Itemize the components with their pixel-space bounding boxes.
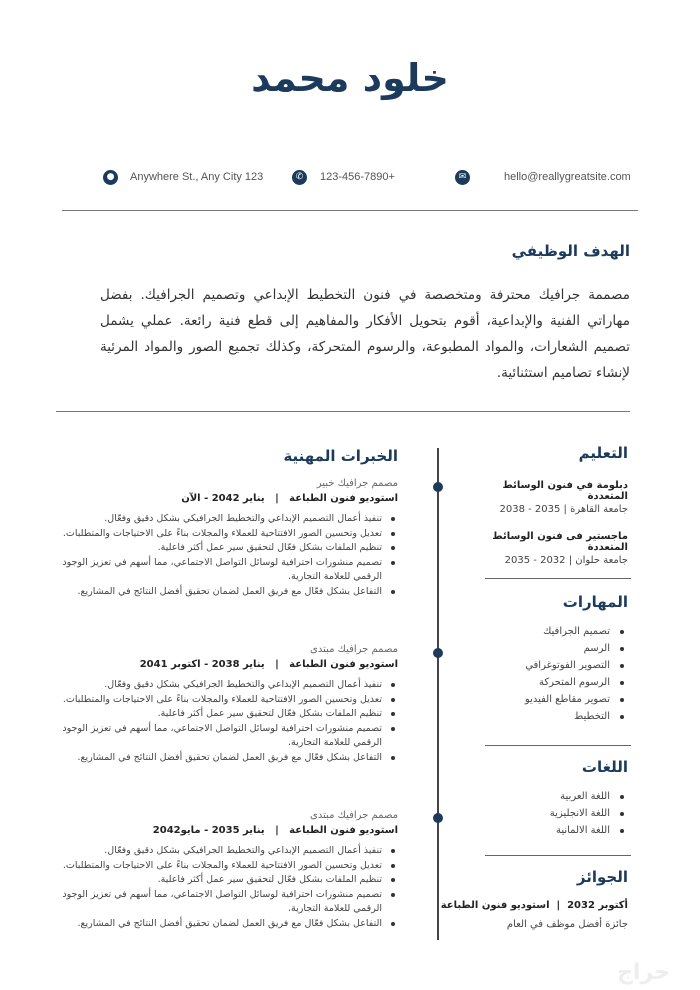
- skills-section: [483, 593, 628, 725]
- education-item: [483, 480, 628, 515]
- email-text: hello@reallygreatsite.com: [504, 171, 631, 183]
- contact-email: [455, 164, 631, 190]
- section-divider: [485, 578, 631, 579]
- section-divider: [485, 745, 631, 746]
- job-entry: [53, 644, 398, 765]
- languages-section: [483, 758, 628, 839]
- job-entry: [53, 810, 398, 931]
- language-item: اللغة الالمانية: [483, 822, 628, 839]
- location-pin-icon: ●: [103, 170, 118, 185]
- education-section: [483, 444, 628, 566]
- job-bullet: تعديل وتحسين الصور الافتتاحية للعملاء والمجلات بناءً على الاحتياجات والمتطلبات.: [53, 859, 398, 874]
- job-meta: استوديو فنون الطباعة | يناير 2035 - مايو2042: [152, 825, 398, 836]
- phone-text: 123-456-7890+: [320, 171, 395, 183]
- job-meta: استوديو فنون الطباعة | يناير 2042 - الآن: [181, 493, 398, 504]
- contact-address: [103, 164, 263, 190]
- watermark-logo: حراج: [617, 960, 670, 985]
- languages-heading: اللغات: [581, 758, 628, 776]
- job-period: يناير 2042 - الآن: [181, 493, 265, 504]
- skills-list: [483, 623, 628, 725]
- job-bullet: تصميم منشورات احترافية لوسائل التواصل الاجتماعي، مما أسهم في تعزيز الوجود الرقمي للعلامة التجارية.: [53, 888, 398, 917]
- skill-item: الرسوم المتحركة: [483, 674, 628, 691]
- award-description: جائزة أفضل موظف في العام: [506, 919, 628, 930]
- job-bullet: تنظيم الملفات بشكل فعّال لتحقيق سير عمل أكثر فاعلية.: [53, 541, 398, 556]
- job-bullet: تعديل وتحسين الصور الافتتاحية للعملاء والمجلات بناءً على الاحتياجات والمتطلبات.: [53, 693, 398, 708]
- education-detail: جامعة القاهرة | 2035 - 2038: [499, 504, 628, 515]
- job-bullet: تنفيذ أعمال التصميم الإبداعي والتخطيط الجرافيكي بشكل دقيق وفعّال.: [53, 844, 398, 859]
- phone-icon: ✆: [292, 170, 307, 185]
- objective-heading: الهدف الوظيفي: [511, 242, 630, 260]
- objective-divider: [56, 411, 630, 412]
- job-bullet: تنفيذ أعمال التصميم الإبداعي والتخطيط الجرافيكي بشكل دقيق وفعّال.: [53, 512, 398, 527]
- awards-heading: الجوائز: [576, 868, 628, 886]
- candidate-name: خلود محمد: [251, 56, 449, 100]
- language-item: اللغة الانجليزية: [483, 805, 628, 822]
- education-degree: دبلومة في فنون الوسائط المتعددة: [502, 480, 628, 502]
- job-period: يناير 2035 - مايو2042: [152, 825, 265, 836]
- job-bullets: [53, 512, 398, 599]
- objective-text: مصممة جرافيك محترفة ومتخصصة في فنون التخطيط الإبداعي وتصميم الجرافيك. بفضل مهاراتي الفنية والإبداعية، أقوم بتحويل الأفكار والمفاهيم إلى قطع فنية رائعة. عملي يشمل تصميم الشعارات، والمواد المطبوعة، والرسوم المتحركة، وكذلك تجميع الصور والمواد المرئية لإنشاء تصاميم استثنائية.: [100, 287, 630, 381]
- job-bullet: تنفيذ أعمال التصميم الإبداعي والتخطيط الجرافيكي بشكل دقيق وفعّال.: [53, 678, 398, 693]
- job-entry: [53, 478, 398, 599]
- job-bullet: تصميم منشورات احترافية لوسائل التواصل الاجتماعي، مما أسهم في تعزيز الوجود الرقمي للعلامة التجارية.: [53, 556, 398, 585]
- skills-heading: المهارات: [562, 593, 628, 611]
- skill-item: تصوير مقاطع الفيديو: [483, 691, 628, 708]
- awards-section: [438, 868, 628, 930]
- job-bullet: تصميم منشورات احترافية لوسائل التواصل الاجتماعي، مما أسهم في تعزيز الوجود الرقمي للعلامة التجارية.: [53, 722, 398, 751]
- job-bullet: التفاعل بشكل فعّال مع فريق العمل لضمان تحقيق أفضل النتائج في المشاريع.: [53, 751, 398, 766]
- job-title: مصمم جرافيك مبتدى: [310, 810, 398, 821]
- contact-phone: [292, 164, 395, 190]
- job-bullet: تنظيم الملفات بشكل فعّال لتحقيق سير عمل أكثر فاعلية.: [53, 873, 398, 888]
- skill-item: تصميم الجرافيك: [483, 623, 628, 640]
- address-text: Anywhere St., Any City 123: [130, 171, 264, 183]
- job-bullets: [53, 844, 398, 931]
- job-bullet: تنظيم الملفات بشكل فعّال لتحقيق سير عمل أكثر فاعلية.: [53, 707, 398, 722]
- job-bullet: التفاعل بشكل فعّال مع فريق العمل لضمان تحقيق أفضل النتائج في المشاريع.: [53, 585, 398, 600]
- timeline-dot: [433, 813, 443, 823]
- education-heading: التعليم: [578, 444, 628, 462]
- job-bullet: التفاعل بشكل فعّال مع فريق العمل لضمان تحقيق أفضل النتائج في المشاريع.: [53, 917, 398, 932]
- language-item: اللغة العربية: [483, 788, 628, 805]
- award-line: أكتوبر 2032 | استوديو فنون الطباعة: [440, 900, 628, 911]
- timeline-dot: [433, 482, 443, 492]
- job-title: مصمم جرافيك خبير: [316, 478, 398, 489]
- skill-item: التصوير الفوتوغرافي: [483, 657, 628, 674]
- job-company: استوديو فنون الطباعة: [289, 825, 398, 836]
- languages-list: [483, 788, 628, 839]
- job-company: استوديو فنون الطباعة: [289, 659, 398, 670]
- job-period: يناير 2038 - اكتوبر 2041: [139, 659, 265, 670]
- job-title: مصمم جرافيك مبتدى: [310, 644, 398, 655]
- timeline-dot: [433, 648, 443, 658]
- job-bullets: [53, 678, 398, 765]
- skill-item: التخطيط: [483, 708, 628, 725]
- job-meta: استوديو فنون الطباعة | يناير 2038 - اكتوبر 2041: [139, 659, 398, 670]
- job-company: استوديو فنون الطباعة: [289, 493, 398, 504]
- job-bullet: تعديل وتحسين الصور الافتتاحية للعملاء والمجلات بناءً على الاحتياجات والمتطلبات.: [53, 527, 398, 542]
- header-divider: [62, 210, 638, 211]
- envelope-icon: ✉: [455, 170, 470, 185]
- section-divider: [485, 855, 631, 856]
- experience-heading: الخبرات المهنية: [283, 447, 398, 465]
- skill-item: الرسم: [483, 640, 628, 657]
- timeline-line: [437, 448, 439, 940]
- education-detail: جامعة حلوان | 2032 - 2035: [504, 555, 628, 566]
- education-item: [483, 531, 628, 566]
- education-degree: ماجستير فى فنون الوسائط المتعددة: [492, 531, 628, 553]
